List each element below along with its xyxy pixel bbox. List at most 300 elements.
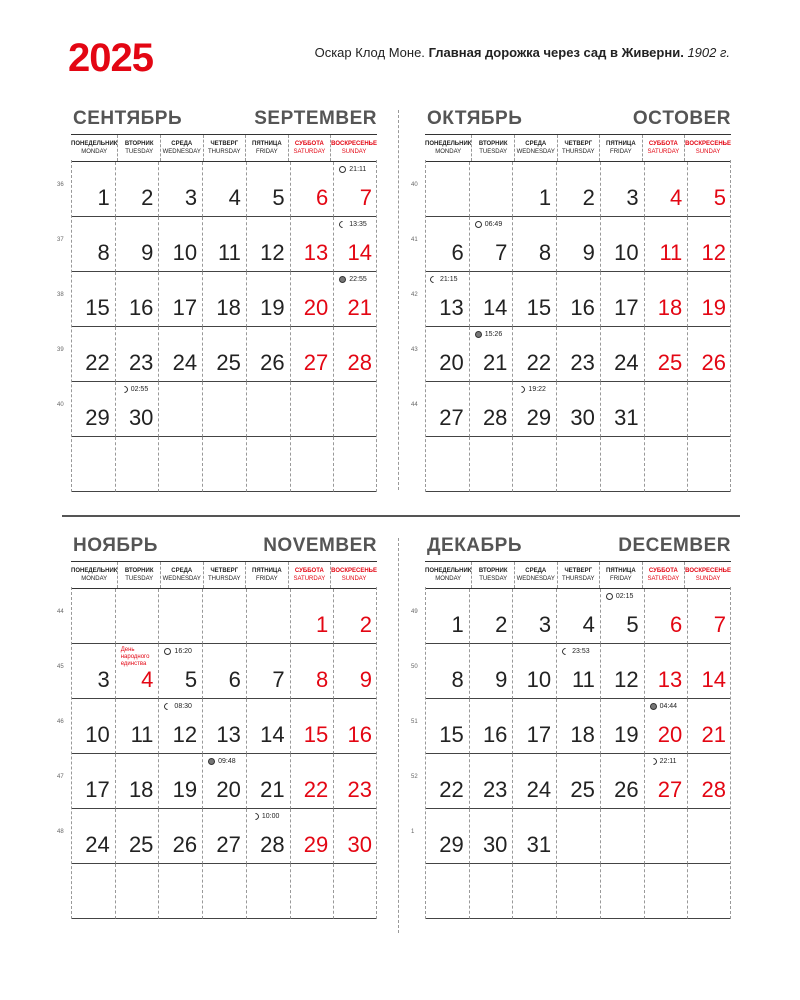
day-number: 6 <box>228 667 241 692</box>
day-cell[interactable] <box>600 162 644 217</box>
day-cell[interactable] <box>158 162 202 217</box>
day-cell[interactable] <box>290 272 334 327</box>
week-number: 40 <box>411 182 418 188</box>
day-cell[interactable] <box>246 272 290 327</box>
day-cell[interactable] <box>512 162 556 217</box>
day-cell <box>644 437 688 492</box>
weekday-name-ru: ЧЕТВЕРГ <box>564 568 593 574</box>
day-cell[interactable] <box>71 699 115 754</box>
day-number: 25 <box>570 777 595 802</box>
day-cell <box>333 437 377 492</box>
day-cell[interactable] <box>512 382 556 437</box>
day-cell[interactable] <box>469 644 513 699</box>
day-number: 12 <box>701 240 726 265</box>
full-moon-icon <box>606 593 613 600</box>
day-number: 9 <box>495 667 508 692</box>
day-cell[interactable] <box>512 644 556 699</box>
weekday-name-ru: ПЯТНИЦА <box>606 141 636 147</box>
day-cell[interactable] <box>556 327 600 382</box>
moon-time: 22:11 <box>659 758 677 765</box>
month-name-ru: ДЕКАБРЬ <box>427 535 523 556</box>
day-cell <box>333 382 377 437</box>
day-cell[interactable] <box>202 754 246 809</box>
day-number: 26 <box>172 832 198 857</box>
day-number: 5 <box>626 612 639 637</box>
month-name-ru: НОЯБРЬ <box>73 535 158 556</box>
day-cell[interactable] <box>202 699 246 754</box>
day-number: 3 <box>626 185 639 210</box>
moon-phase <box>339 276 367 283</box>
day-cell[interactable] <box>425 589 469 644</box>
day-number: 1 <box>97 185 110 210</box>
day-cell[interactable] <box>246 699 290 754</box>
day-cell[interactable] <box>71 272 115 327</box>
day-cell[interactable] <box>512 589 556 644</box>
holiday-label: День народного единства <box>120 647 150 667</box>
weekday-name-en: THURSDAY <box>562 576 595 582</box>
day-number: 16 <box>128 295 154 320</box>
day-cell[interactable] <box>115 754 159 809</box>
day-cell[interactable] <box>71 382 115 437</box>
month-name-en: OCTOBER <box>632 108 731 129</box>
month-september <box>57 108 377 492</box>
day-cell[interactable] <box>644 699 688 754</box>
weekday-header <box>245 135 288 161</box>
day-number: 4 <box>670 185 683 210</box>
day-cell[interactable] <box>425 809 469 864</box>
weekday-name-en: SATURDAY <box>293 576 326 582</box>
day-cell[interactable] <box>115 699 159 754</box>
day-cell[interactable] <box>333 589 377 644</box>
week-number: 40 <box>57 402 64 408</box>
day-number: 5 <box>272 185 285 210</box>
day-number: 29 <box>439 832 464 857</box>
day-cell[interactable] <box>425 272 469 327</box>
day-cell[interactable] <box>600 699 644 754</box>
day-cell[interactable] <box>644 644 688 699</box>
day-cell[interactable] <box>71 754 115 809</box>
moon-time: 15:26 <box>484 331 503 338</box>
day-cell[interactable] <box>246 754 290 809</box>
day-cell[interactable] <box>71 217 115 272</box>
weekday-header <box>599 562 642 588</box>
day-number: 3 <box>538 612 552 637</box>
day-cell[interactable] <box>512 754 556 809</box>
day-cell[interactable] <box>333 272 377 327</box>
day-cell <box>71 589 115 644</box>
day-cell[interactable] <box>158 644 202 699</box>
day-cell[interactable] <box>202 272 246 327</box>
day-cell[interactable] <box>202 327 246 382</box>
moon-phase <box>339 221 367 228</box>
weekday-name-en: MONDAY <box>435 149 462 155</box>
weekday-name-en: SUNDAY <box>341 576 367 582</box>
month-name-en: NOVEMBER <box>263 535 377 556</box>
month-right-border <box>730 160 731 492</box>
day-cell[interactable] <box>556 382 600 437</box>
day-number: 4 <box>582 612 595 637</box>
day-cell[interactable] <box>202 162 246 217</box>
day-cell[interactable] <box>469 327 513 382</box>
day-cell[interactable] <box>425 327 469 382</box>
weekday-header <box>288 135 331 161</box>
month-left-border <box>425 587 426 919</box>
day-cell[interactable] <box>290 217 334 272</box>
day-cell[interactable] <box>425 699 469 754</box>
week-number: 44 <box>57 609 64 615</box>
week-number: 44 <box>411 402 418 408</box>
day-number: 9 <box>141 240 154 265</box>
day-cell[interactable] <box>158 272 202 327</box>
weekday-name-en: WEDNESDAY <box>162 576 201 582</box>
day-cell[interactable] <box>556 754 600 809</box>
day-cell[interactable] <box>556 217 600 272</box>
day-number: 7 <box>359 185 372 210</box>
day-cell <box>600 809 644 864</box>
day-cell[interactable] <box>469 382 513 437</box>
day-cell[interactable] <box>600 644 644 699</box>
day-cell[interactable] <box>425 754 469 809</box>
moon-phase <box>164 648 192 655</box>
day-number: 18 <box>657 295 683 320</box>
day-cell[interactable] <box>333 162 377 217</box>
day-number: 7 <box>495 240 508 265</box>
day-cell[interactable] <box>290 327 334 382</box>
day-cell[interactable] <box>644 217 688 272</box>
day-cell[interactable] <box>687 162 731 217</box>
weekday-name-ru: ЧЕТВЕРГ <box>210 141 239 147</box>
weekday-name-ru: ПОНЕДЕЛЬНИК <box>71 568 118 574</box>
day-cell <box>425 162 469 217</box>
day-number: 22 <box>303 777 329 802</box>
day-cell[interactable] <box>469 272 513 327</box>
day-number: 23 <box>482 777 508 802</box>
day-number: 1 <box>451 612 464 637</box>
day-cell[interactable] <box>158 809 202 864</box>
day-number: 17 <box>614 295 639 320</box>
day-cell[interactable] <box>512 327 556 382</box>
day-cell[interactable] <box>115 162 159 217</box>
day-cell <box>425 437 469 492</box>
day-cell[interactable] <box>158 327 202 382</box>
day-cell <box>158 382 202 437</box>
day-number: 26 <box>701 350 726 375</box>
weekday-name-en: MONDAY <box>81 149 108 155</box>
day-cell[interactable] <box>556 699 600 754</box>
day-cell[interactable] <box>600 327 644 382</box>
day-number: 24 <box>85 832 110 857</box>
day-number: 22 <box>526 350 552 375</box>
weekday-name-ru: СРЕДА <box>525 568 547 574</box>
month-left-border <box>425 160 426 492</box>
day-cell[interactable] <box>333 809 377 864</box>
first-quarter-moon-icon <box>517 385 527 395</box>
day-number: 25 <box>657 350 683 375</box>
day-number: 14 <box>482 295 508 320</box>
day-cell[interactable] <box>600 217 644 272</box>
day-cell <box>556 809 600 864</box>
moon-time: 02:55 <box>130 386 149 393</box>
weekday-name-en: THURSDAY <box>562 149 595 155</box>
day-number: 16 <box>347 722 372 747</box>
day-cell[interactable] <box>600 382 644 437</box>
day-number: 27 <box>657 777 683 802</box>
day-cell <box>115 437 159 492</box>
day-number: 11 <box>218 240 241 265</box>
day-number: 15 <box>303 722 329 747</box>
day-cell[interactable] <box>290 162 334 217</box>
weekday-name-ru: ПЯТНИЦА <box>606 568 636 574</box>
day-number: 2 <box>359 612 372 637</box>
day-number: 13 <box>657 667 683 692</box>
day-cell[interactable] <box>246 644 290 699</box>
week-number: 41 <box>411 237 418 243</box>
day-cell[interactable] <box>512 699 556 754</box>
day-cell[interactable] <box>202 809 246 864</box>
weekday-name-ru: ПОНЕДЕЛЬНИК <box>425 141 472 147</box>
day-cell[interactable] <box>115 382 159 437</box>
moon-phase <box>606 593 634 600</box>
day-cell <box>290 437 334 492</box>
day-cell[interactable] <box>600 589 644 644</box>
day-cell[interactable] <box>71 644 115 699</box>
day-cell[interactable] <box>687 589 731 644</box>
day-number: 10 <box>526 667 552 692</box>
day-number: 21 <box>260 777 285 802</box>
day-cell[interactable] <box>158 754 202 809</box>
day-cell[interactable] <box>644 754 688 809</box>
day-number: 12 <box>260 240 285 265</box>
week-number: 49 <box>411 609 418 615</box>
last-quarter-moon-icon <box>561 647 571 657</box>
moon-time: 04:44 <box>659 703 678 710</box>
day-cell[interactable] <box>469 589 513 644</box>
day-number: 22 <box>439 777 464 802</box>
day-cell[interactable] <box>512 809 556 864</box>
day-cell[interactable] <box>202 644 246 699</box>
day-number: 21 <box>701 722 726 747</box>
day-cell[interactable] <box>687 272 731 327</box>
weekday-header <box>160 135 203 161</box>
day-cell[interactable] <box>333 327 377 382</box>
day-cell[interactable] <box>115 272 159 327</box>
moon-phase <box>475 331 503 338</box>
day-cell[interactable] <box>687 327 731 382</box>
last-quarter-moon-icon <box>429 275 439 285</box>
day-number: 2 <box>582 185 595 210</box>
moon-time: 19:22 <box>528 386 546 393</box>
day-number: 2 <box>141 185 154 210</box>
weekday-header <box>471 135 514 161</box>
day-cell[interactable] <box>556 589 600 644</box>
day-cell[interactable] <box>333 217 377 272</box>
day-number: 13 <box>439 295 464 320</box>
day-cell[interactable] <box>290 589 334 644</box>
day-cell[interactable] <box>469 754 513 809</box>
weekday-name-ru: СУББОТА <box>648 568 678 574</box>
last-quarter-moon-icon <box>338 220 348 230</box>
day-number: 12 <box>614 667 639 692</box>
week-number: 52 <box>411 774 418 780</box>
day-cell <box>115 864 159 919</box>
day-number: 15 <box>439 722 464 747</box>
weekday-name-ru: ВТОРНИК <box>478 568 508 574</box>
day-cell <box>556 437 600 492</box>
new-moon-icon <box>339 276 346 283</box>
day-cell[interactable] <box>556 272 600 327</box>
day-cell <box>158 589 202 644</box>
moon-phase <box>252 813 280 820</box>
moon-time: 09:48 <box>218 758 236 765</box>
day-cell[interactable] <box>290 699 334 754</box>
moon-phase <box>430 276 458 283</box>
weekday-header <box>642 135 685 161</box>
day-number: 10 <box>614 240 639 265</box>
day-number: 17 <box>172 295 198 320</box>
weekday-name-ru: ПОНЕДЕЛЬНИК <box>71 141 118 147</box>
weekday-header <box>425 135 471 161</box>
day-number: 5 <box>184 667 198 692</box>
weekday-name-en: SATURDAY <box>647 149 680 155</box>
day-number: 10 <box>172 240 198 265</box>
day-number: 7 <box>272 667 285 692</box>
last-quarter-moon-icon <box>163 702 173 712</box>
day-cell <box>512 437 556 492</box>
day-cell[interactable] <box>512 272 556 327</box>
weekday-header <box>514 135 557 161</box>
month-right-border <box>376 160 377 492</box>
day-number: 20 <box>657 722 683 747</box>
weekday-name-en: TUESDAY <box>479 149 508 155</box>
month-right-border <box>376 587 377 919</box>
weekday-name-en: FRIDAY <box>610 576 632 582</box>
day-number: 9 <box>582 240 595 265</box>
day-cell[interactable] <box>469 217 513 272</box>
day-cell[interactable] <box>512 217 556 272</box>
moon-time: 16:20 <box>174 648 192 655</box>
day-cell[interactable] <box>290 809 334 864</box>
vertical-divider-bottom <box>398 538 399 933</box>
moon-time: 21:11 <box>349 166 367 173</box>
day-cell[interactable] <box>202 217 246 272</box>
weekday-header <box>599 135 642 161</box>
full-moon-icon <box>339 166 346 173</box>
day-cell <box>202 589 246 644</box>
artwork-caption <box>315 45 730 60</box>
day-cell[interactable] <box>115 327 159 382</box>
day-number: 1 <box>538 185 552 210</box>
weekday-name-ru: ЧЕТВЕРГ <box>564 141 593 147</box>
day-cell[interactable] <box>115 217 159 272</box>
day-cell[interactable] <box>556 644 600 699</box>
month-header <box>425 535 731 561</box>
day-number: 8 <box>316 667 329 692</box>
weekday-name-ru: СУББОТА <box>294 141 324 147</box>
day-cell[interactable] <box>600 754 644 809</box>
day-cell <box>600 437 644 492</box>
day-number: 27 <box>216 832 241 857</box>
day-cell[interactable] <box>644 272 688 327</box>
day-cell[interactable] <box>158 699 202 754</box>
week-number: 42 <box>411 292 418 298</box>
day-cell <box>202 864 246 919</box>
day-cell[interactable] <box>687 754 731 809</box>
day-cell[interactable] <box>425 217 469 272</box>
day-number: 30 <box>570 405 595 430</box>
weekday-name-en: WEDNESDAY <box>516 149 555 155</box>
weekday-header <box>203 562 246 588</box>
day-number: 25 <box>216 350 241 375</box>
day-number: 23 <box>347 777 372 802</box>
day-cell <box>115 589 159 644</box>
day-cell <box>644 809 688 864</box>
new-moon-icon <box>208 758 215 765</box>
day-number: 29 <box>526 405 552 430</box>
weekday-name-en: FRIDAY <box>256 149 278 155</box>
day-cell[interactable] <box>158 217 202 272</box>
day-number: 14 <box>260 722 285 747</box>
day-cell[interactable] <box>687 699 731 754</box>
day-number: 28 <box>482 405 508 430</box>
day-cell[interactable] <box>644 327 688 382</box>
day-cell[interactable] <box>687 217 731 272</box>
month-december <box>411 535 731 919</box>
weekday-name-ru: ВОСКРЕСЕНЬЕ <box>685 141 731 147</box>
day-cell[interactable] <box>246 327 290 382</box>
day-cell[interactable] <box>290 644 334 699</box>
day-cell <box>333 864 377 919</box>
day-cell[interactable] <box>644 589 688 644</box>
moon-phase <box>164 703 192 710</box>
day-cell[interactable] <box>425 382 469 437</box>
day-cell[interactable] <box>556 162 600 217</box>
day-cell[interactable] <box>333 699 377 754</box>
day-number: 30 <box>347 832 372 857</box>
day-cell[interactable] <box>425 644 469 699</box>
weekday-header <box>330 562 377 588</box>
day-cell[interactable] <box>246 162 290 217</box>
day-cell[interactable] <box>71 327 115 382</box>
day-cell[interactable] <box>71 162 115 217</box>
day-number: 18 <box>216 295 241 320</box>
day-number: 6 <box>316 185 329 210</box>
day-cell[interactable] <box>333 644 377 699</box>
day-number: 3 <box>184 185 198 210</box>
day-cell[interactable] <box>469 699 513 754</box>
day-cell[interactable] <box>246 809 290 864</box>
weekday-name-en: TUESDAY <box>125 149 154 155</box>
day-cell[interactable] <box>115 809 159 864</box>
day-cell[interactable] <box>469 809 513 864</box>
day-number: 26 <box>260 350 285 375</box>
month-november <box>57 535 377 919</box>
day-cell[interactable] <box>290 754 334 809</box>
day-cell[interactable] <box>71 809 115 864</box>
day-cell[interactable] <box>644 162 688 217</box>
horizontal-divider <box>62 515 740 517</box>
first-quarter-moon-icon <box>119 385 129 395</box>
day-cell[interactable] <box>333 754 377 809</box>
day-number: 20 <box>216 777 241 802</box>
day-cell[interactable] <box>600 272 644 327</box>
month-header <box>71 108 377 134</box>
week-number: 43 <box>411 347 418 353</box>
day-cell[interactable] <box>115 644 159 699</box>
day-cell[interactable] <box>246 217 290 272</box>
day-cell[interactable] <box>687 644 731 699</box>
day-cell <box>246 437 290 492</box>
moon-phase <box>650 703 678 710</box>
